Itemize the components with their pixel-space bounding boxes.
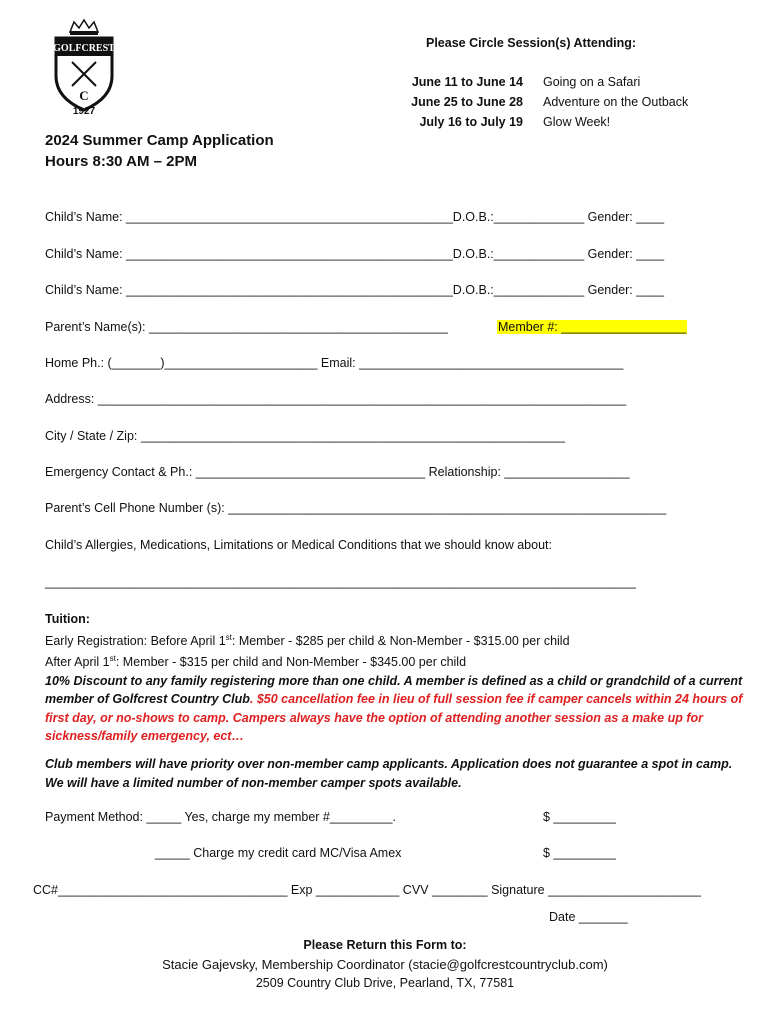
title-line-2: Hours 8:30 AM – 2PM xyxy=(45,153,197,170)
date-field[interactable]: Date _______ xyxy=(549,910,628,924)
session-date-3: July 16 to July 19 xyxy=(419,115,523,129)
home-phone-email-field[interactable]: Home Ph.: (_______)______________________ Email: ______________________________________ xyxy=(45,356,624,370)
golfcrest-logo xyxy=(48,18,120,118)
payment-credit-card[interactable]: _____ Charge my credit card MC/Visa Amex xyxy=(155,846,402,860)
child-name-field-2[interactable]: Child’s Name: _______________________________________________D.O.B.:_____________ Gender: ____ xyxy=(45,247,665,261)
member-number-field[interactable] xyxy=(497,320,687,334)
priority-notice: Club members will have priority over non-member camp applicants. Application does not guarantee a spot in camp. We will have a limited number of non-member camper spots available. xyxy=(45,757,733,790)
member-number-label: Member #: __________________ xyxy=(498,320,687,334)
tuition-heading: Tuition: xyxy=(45,612,90,626)
discount-policy xyxy=(45,672,745,746)
after-registration: After April 1st: Member - $315 per child and Non-Member - $345.00 per child xyxy=(45,654,467,670)
child-name-field-1[interactable]: Child’s Name: _______________________________________________D.O.B.:_____________ Gender: ____ xyxy=(45,210,665,224)
credit-card-details[interactable]: CC#_________________________________ Exp ____________ CVV ________ Signature ______________________ xyxy=(33,883,701,897)
amount-field-2[interactable]: $ _________ xyxy=(543,846,616,860)
title-line-1: 2024 Summer Camp Application xyxy=(45,132,274,149)
emergency-contact-field[interactable]: Emergency Contact & Ph.: _________________________________ Relationship: __________________ xyxy=(45,465,630,479)
child-name-field-3[interactable]: Child’s Name: _______________________________________________D.O.B.:_____________ Gender: ____ xyxy=(45,283,665,297)
session-themes xyxy=(543,72,688,132)
logo-year: 1927 xyxy=(72,106,96,117)
session-theme-2: Adventure on the Outback xyxy=(543,95,689,109)
session-theme-1: Going on a Safari xyxy=(543,75,641,89)
session-dates xyxy=(360,72,523,132)
address-field[interactable]: Address: ____________________________________________________________________________ xyxy=(45,392,627,406)
city-state-zip-field[interactable]: City / State / Zip: _____________________________________________________________ xyxy=(45,429,565,443)
sessions-heading: Please Circle Session(s) Attending: xyxy=(426,36,637,50)
parent-name-field[interactable]: Parent’s Name(s): ___________________________________________ xyxy=(45,320,448,334)
session-date-2: June 25 to June 28 xyxy=(411,95,523,109)
return-heading: Please Return this Form to: xyxy=(303,938,467,952)
svg-text:C: C xyxy=(79,88,89,103)
allergies-label: Child’s Allergies, Medications, Limitations or Medical Conditions that we should know about: xyxy=(45,538,552,552)
allergies-field[interactable]: _____________________________________________________________________________________ xyxy=(45,575,636,589)
session-theme-3: Glow Week! xyxy=(543,115,611,129)
amount-field-1[interactable]: $ _________ xyxy=(543,810,616,824)
return-contact: Stacie Gajevsky, Membership Coordinator (stacie@golfcrestcountryclub.com) xyxy=(162,957,608,972)
early-registration: Early Registration: Before April 1st: Member - $285 per child & Non-Member - $315.00 per child xyxy=(45,632,570,648)
session-date-1: June 11 to June 14 xyxy=(411,75,523,89)
svg-text:GOLFCREST: GOLFCREST xyxy=(53,43,115,54)
page-title xyxy=(45,130,274,172)
cancellation-text: . $50 cancellation fee in lieu of full session fee if camper cancels within 24 hours of first day, or no-shows to camp. Campers always have the option of attending another session as a make up for sickness/family emergency, ect… xyxy=(45,692,743,744)
payment-method-member[interactable]: Payment Method: _____ Yes, charge my member #_________. xyxy=(45,810,396,824)
parent-cell-field[interactable]: Parent’s Cell Phone Number (s): _______________________________________________________________ xyxy=(45,501,667,515)
discount-text: 10% Discount to any family registering more than one child. A member is defined as a child or grandchild of a current member of Golfcrest Country Club xyxy=(45,673,743,707)
return-address: 2509 Country Club Drive, Pearland, TX, 77581 xyxy=(255,976,515,990)
tuition-section xyxy=(45,610,745,746)
